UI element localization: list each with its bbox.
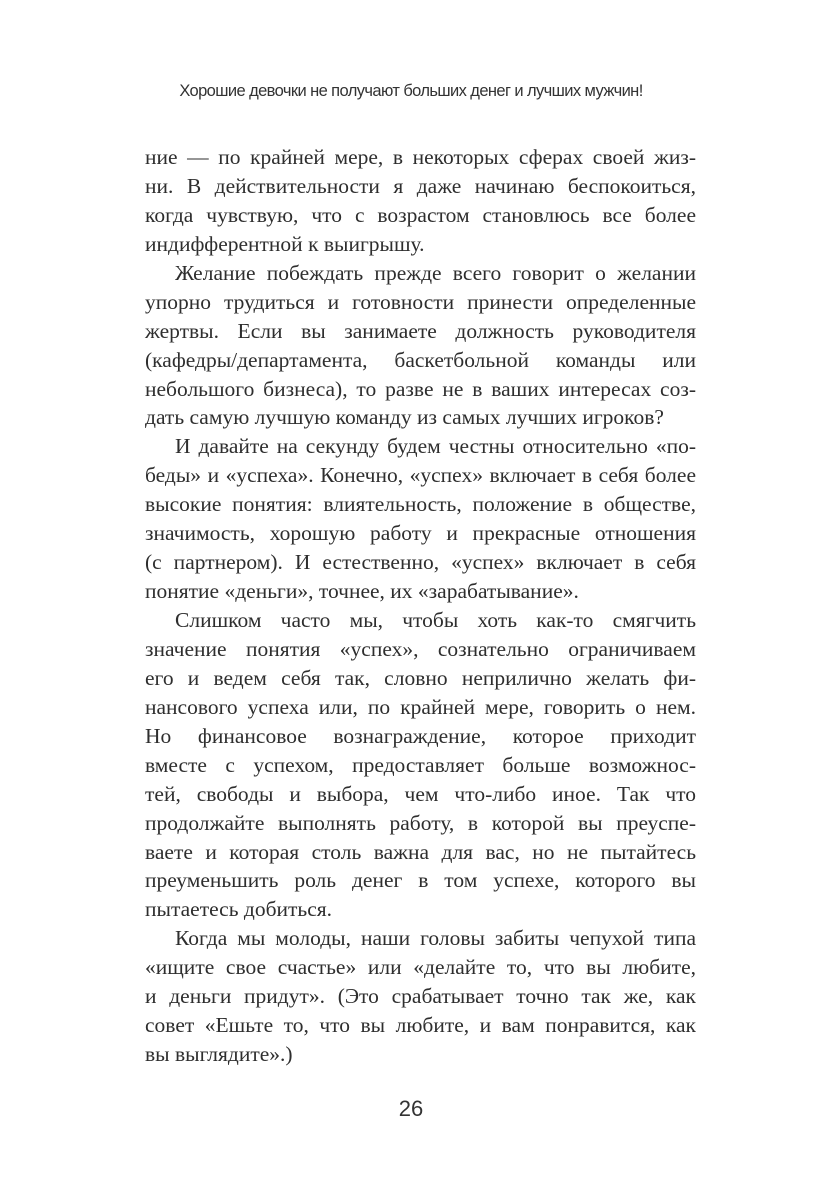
text-line: Слишком часто мы, чтобы хоть как-то смягчить <box>175 608 696 632</box>
text-line: вы выглядите».) <box>145 1042 293 1067</box>
text-line: высокие понятия: влиятельность, положение в обществе, <box>145 492 696 517</box>
text-line: преуменьшить роль денег в том успехе, которого вы <box>145 868 696 893</box>
text-line: понятие «деньги», точнее, их «зарабатывание». <box>145 579 579 604</box>
running-header: Хорошие девочки не получают больших денег и лучших мужчин! <box>179 82 643 100</box>
text-line: тей, свободы и выбора, чем что-либо иное. Так что <box>145 781 696 806</box>
text-line: индифферентной к выигрышу. <box>145 231 425 256</box>
text-line: совет «Ешьте то, что вы любите, и вам понравится, как <box>145 1013 696 1038</box>
paragraph <box>145 259 696 433</box>
text-line: беды» и «успеха». Конечно, «успех» включает в себя более <box>145 463 696 488</box>
text-line: пытаетесь добиться. <box>145 897 333 922</box>
text-line: Когда мы молоды, наши головы забиты чепухой типа <box>175 926 696 951</box>
text-line: Желание побеждать прежде всего говорит о желании <box>175 260 696 285</box>
paragraph <box>145 606 696 924</box>
paragraph <box>145 432 696 606</box>
text-line: ваете и которая столь важна для вас, но не пытайтесь <box>145 839 696 864</box>
text-line: (с партнером). И естественно, «успех» включает в себя <box>145 550 696 575</box>
text-line: упорно трудиться и готовности принести определенные <box>145 289 696 314</box>
text-line: (кафедры/департамента, баскетбольной команды или <box>145 347 696 372</box>
text-line: небольшого бизнеса), то разве не в ваших интересах соз- <box>145 376 696 401</box>
text-line: И давайте на секунду будем честны относительно «по- <box>175 434 696 459</box>
text-line: вместе с успехом, предоставляет больше возможнос- <box>145 752 696 777</box>
text-line: нансового успеха или, по крайней мере, говорить о нем. <box>145 694 696 719</box>
text-line: ние — по крайней мере, в некоторых сферах своей жиз- <box>145 145 696 169</box>
text-line: «ищите свое счастье» или «делайте то, что вы любите, <box>145 955 696 980</box>
text-line: когда чувствую, что с возрастом становлюсь все более <box>145 202 696 227</box>
text-line: ни. В действительности я даже начинаю беспокоиться, <box>145 173 696 198</box>
text-line: жертвы. Если вы занимаете должность руководителя <box>145 318 696 343</box>
text-line: его и ведем себя так, словно неприлично желать фи- <box>145 665 696 690</box>
text-line: и деньги придут». (Это срабатывает точно так же, как <box>145 984 696 1009</box>
text-line: значение понятия «успех», сознательно ограничиваем <box>145 636 696 661</box>
text-line: дать самую лучшую команду из самых лучших игроков? <box>145 405 664 430</box>
paragraph <box>145 143 696 259</box>
text-line: продолжайте выполнять работу, в которой вы преуспе- <box>145 810 696 835</box>
page-number: 26 <box>398 1096 424 1121</box>
text-line: значимость, хорошую работу и прекрасные отношения <box>145 521 696 546</box>
paragraph <box>145 924 696 1069</box>
text-line: Но финансовое вознаграждение, которое приходит <box>145 723 696 748</box>
page-body-text <box>145 143 696 1069</box>
